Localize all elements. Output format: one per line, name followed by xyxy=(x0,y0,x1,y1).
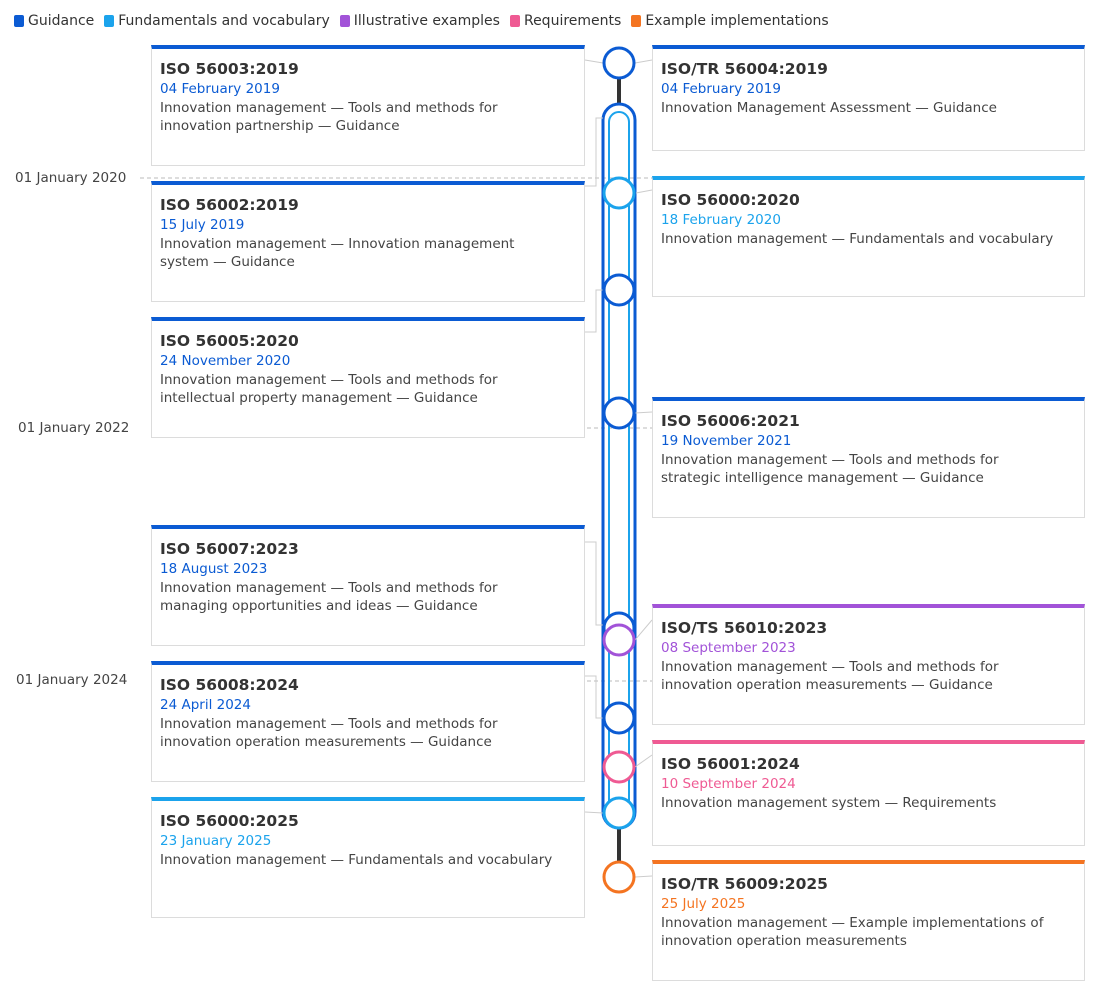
legend-label: Example implementations xyxy=(645,13,829,29)
card-date: 10 September 2024 xyxy=(661,776,796,792)
card-iso-56000-2025[interactable] xyxy=(151,797,585,918)
node-56010[interactable] xyxy=(604,625,634,655)
card-iso-56006-2021[interactable] xyxy=(652,397,1085,518)
connector-56009 xyxy=(635,876,652,877)
connector-56002 xyxy=(585,118,603,186)
card-description: Innovation management — Fundamentals and vocabulary xyxy=(160,852,553,868)
card-iso-56005-2020[interactable] xyxy=(151,317,585,438)
node-56009[interactable] xyxy=(604,862,634,892)
card-description: Innovation management — Tools and methods for innovation operation measurements — Guidance xyxy=(160,716,498,750)
node-56001[interactable] xyxy=(604,752,634,782)
card-date: 25 July 2025 xyxy=(661,896,746,912)
connector-56006 xyxy=(635,412,652,413)
connector-56010 xyxy=(635,620,652,640)
card-title: ISO 56002:2019 xyxy=(160,196,299,214)
card-iso-56008-2024[interactable] xyxy=(151,661,585,782)
card-description: Innovation management — Tools and methods for innovation operation measurements — Guidance xyxy=(661,659,999,693)
card-title: ISO 56000:2025 xyxy=(160,812,299,830)
connector-56004 xyxy=(635,60,652,63)
card-date: 18 August 2023 xyxy=(160,561,268,577)
card-date: 04 February 2019 xyxy=(661,81,781,97)
card-date: 23 January 2025 xyxy=(160,833,272,849)
card-description: Innovation management — Tools and methods for intellectual property management — Guidance xyxy=(160,372,498,406)
card-iso-56003-2019[interactable] xyxy=(151,45,585,166)
card-date: 24 April 2024 xyxy=(160,697,251,713)
card-date: 18 February 2020 xyxy=(661,212,781,228)
card-description: Innovation management — Innovation management system — Guidance xyxy=(160,236,515,270)
card-title: ISO 56007:2023 xyxy=(160,540,299,558)
card-title: ISO 56008:2024 xyxy=(160,676,299,694)
node-56005[interactable] xyxy=(604,275,634,305)
card-title: ISO/TR 56004:2019 xyxy=(661,60,828,78)
card-title: ISO 56005:2020 xyxy=(160,332,299,350)
connector-56001 xyxy=(635,755,652,767)
node-56003-56004[interactable] xyxy=(604,48,634,78)
legend-label: Requirements xyxy=(523,13,622,29)
card-title: ISO 56003:2019 xyxy=(160,60,299,78)
card-date: 08 September 2023 xyxy=(661,640,796,656)
card-description: Innovation management system — Requirements xyxy=(661,795,997,811)
card-date: 24 November 2020 xyxy=(160,353,291,369)
axis-label-2022: 01 January 2022 xyxy=(18,420,130,436)
card-title: ISO 56001:2024 xyxy=(661,755,800,773)
card-title: ISO/TS 56010:2023 xyxy=(661,619,828,637)
card-description: Innovation management — Example implementations of innovation operation measurements xyxy=(661,915,1044,949)
card-description: Innovation management — Tools and methods for strategic intelligence management — Guidance xyxy=(661,452,999,486)
connector-56000-2025 xyxy=(585,812,603,813)
card-title: ISO 56000:2020 xyxy=(661,191,800,209)
connector-56005 xyxy=(585,290,603,332)
card-iso-tr-56004-2019[interactable] xyxy=(652,45,1085,151)
axis-label-2024: 01 January 2024 xyxy=(16,672,128,688)
connector-56003 xyxy=(585,60,603,63)
connector-56008 xyxy=(585,676,603,718)
card-iso-tr-56009-2025[interactable] xyxy=(652,860,1085,981)
legend-label: Fundamentals and vocabulary xyxy=(118,13,330,29)
axis-label-2020: 01 January 2020 xyxy=(15,170,127,186)
card-description: Innovation management — Tools and methods for managing opportunities and ideas — Guidance xyxy=(160,580,498,614)
connector-56007 xyxy=(585,542,603,625)
card-date: 15 July 2019 xyxy=(160,217,245,233)
card-iso-56000-2020[interactable] xyxy=(652,176,1085,297)
node-56008[interactable] xyxy=(604,703,634,733)
card-date: 19 November 2021 xyxy=(661,433,792,449)
card-iso-56002-2019[interactable] xyxy=(151,181,585,302)
card-title: ISO 56006:2021 xyxy=(661,412,800,430)
card-iso-56007-2023[interactable] xyxy=(151,525,585,646)
connector-56000-2020 xyxy=(636,190,652,193)
node-56000-2025[interactable] xyxy=(604,798,634,828)
legend-label: Illustrative examples xyxy=(353,13,500,29)
card-description: Innovation Management Assessment — Guidance xyxy=(661,100,997,116)
card-date: 04 February 2019 xyxy=(160,81,280,97)
card-title: ISO/TR 56009:2025 xyxy=(661,875,828,893)
node-56006[interactable] xyxy=(604,398,634,428)
node-56000-2020[interactable] xyxy=(604,178,634,208)
card-description: Innovation management — Fundamentals and vocabulary xyxy=(661,231,1054,247)
card-iso-ts-56010-2023[interactable] xyxy=(652,604,1085,725)
card-description: Innovation management — Tools and methods for innovation partnership — Guidance xyxy=(160,100,498,134)
card-iso-56001-2024[interactable] xyxy=(652,740,1085,846)
legend-label: Guidance xyxy=(28,13,95,29)
